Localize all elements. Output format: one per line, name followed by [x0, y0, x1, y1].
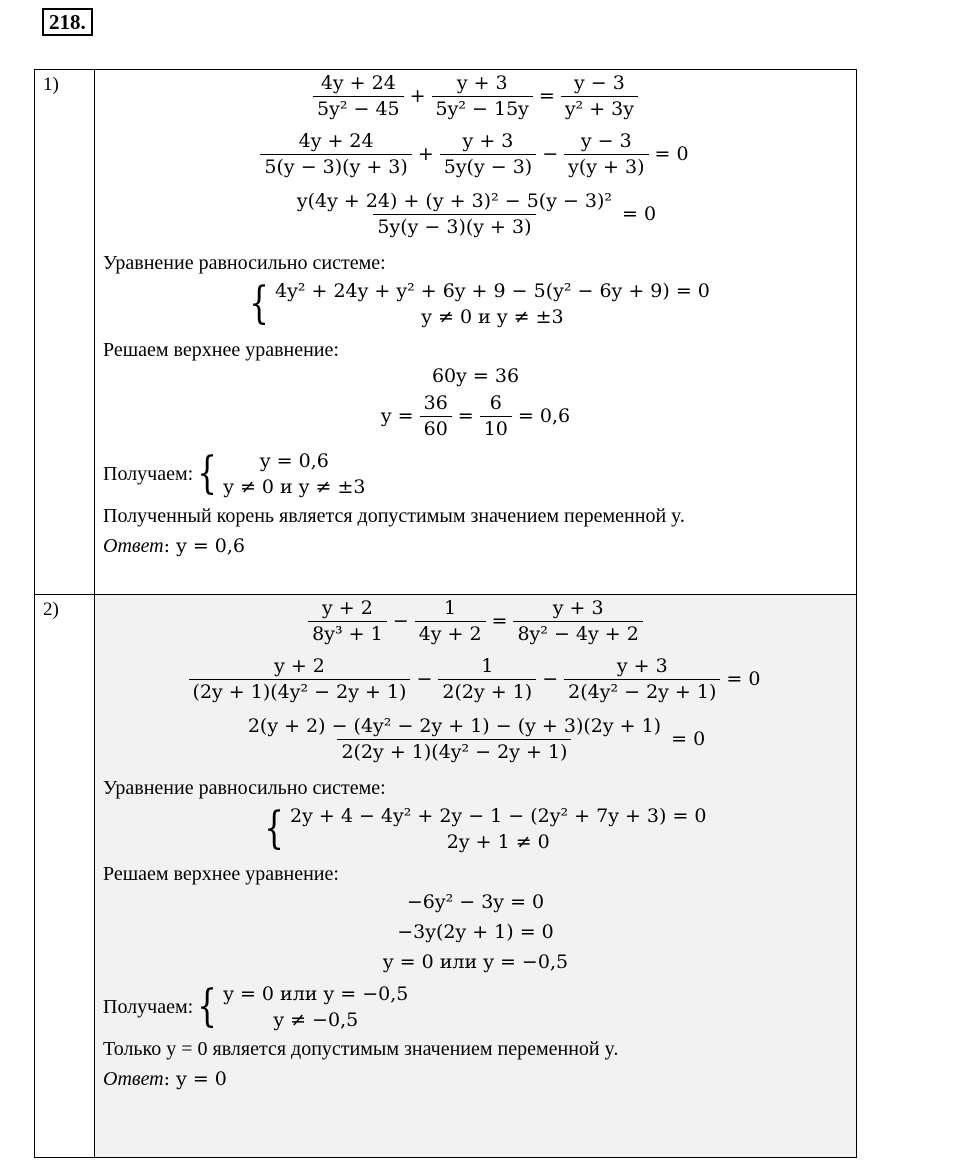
equation-y-value — [95, 394, 856, 439]
fraction-numerator: 2(y + 2) − (4y² − 2y + 1) − (y + 3)(2y + 1) — [247, 715, 662, 737]
equation-line-3 — [95, 717, 856, 762]
system-1 — [260, 803, 707, 855]
fraction-denominator: 5y(y − 3) — [440, 154, 536, 177]
equation-text: −3y(2y + 1) = 0 — [397, 921, 554, 943]
equation-line-3 — [95, 192, 856, 237]
fraction-denominator: 60 — [420, 416, 452, 439]
fraction-numerator: 36 — [423, 392, 448, 414]
equation-quadratic — [95, 893, 856, 912]
fraction-denominator: 4y + 2 — [415, 621, 486, 644]
system-line-1: 4y² + 24y + y² + 6y + 9 − 5(y² − 6y + 9) = 0 — [275, 279, 710, 302]
brace-icon: { — [197, 981, 217, 1032]
equals-zero: = 0 — [671, 728, 706, 750]
operator: − — [542, 143, 559, 165]
text-get: Получаем: — [103, 995, 194, 1018]
equals-zero: = 0 — [654, 143, 689, 165]
equation-text: 60y = 36 — [431, 365, 520, 387]
equation-lhs: y = — [380, 405, 414, 427]
part-label-1: 1) — [35, 70, 95, 595]
fraction-numerator: 6 — [489, 392, 502, 414]
solution-table — [34, 69, 857, 1158]
fraction-denominator: (2y + 1)(4y² − 2y + 1) — [189, 679, 411, 702]
fraction-denominator: 8y³ + 1 — [308, 621, 387, 644]
brace-icon: { — [197, 448, 217, 499]
fraction-numerator: y − 3 — [580, 130, 632, 152]
fraction-numerator: y + 3 — [462, 130, 514, 152]
solution-row-2 — [35, 595, 857, 1158]
equation-line-2 — [95, 132, 856, 177]
equation-line-2 — [95, 657, 856, 702]
answer-value: : y = 0,6 — [163, 535, 246, 557]
text-solve-upper: Решаем верхнее уравнение: — [103, 863, 339, 885]
operator: = — [538, 85, 555, 107]
fraction-denominator: 5(y − 3)(y + 3) — [260, 154, 411, 177]
answer-line — [103, 535, 245, 558]
solution-content-1 — [95, 70, 857, 595]
system-line-2: 2y + 1 ≠ 0 — [446, 830, 550, 853]
fraction-numerator: y + 3 — [456, 72, 508, 94]
answer-line — [103, 1068, 227, 1091]
fraction-numerator: y + 2 — [274, 655, 325, 677]
equals-zero: = 0 — [726, 668, 761, 690]
equals-zero: = 0 — [622, 203, 657, 225]
fraction-numerator: y − 3 — [574, 72, 625, 94]
fraction-denominator: 5y(y − 3)(y + 3) — [373, 214, 535, 237]
equation-roots — [95, 953, 856, 972]
operator: + — [417, 143, 434, 165]
fraction-numerator: y + 3 — [616, 655, 668, 677]
answer-value: : y = 0 — [163, 1068, 227, 1090]
system-1 — [245, 278, 710, 330]
text-equivalent-system: Уравнение равносильно системе: — [103, 252, 386, 274]
text-get: Получаем: — [103, 462, 194, 485]
fraction-numerator: 4y + 24 — [298, 130, 374, 152]
answer-label: Ответ — [103, 1068, 164, 1090]
brace-icon: { — [264, 803, 284, 854]
text-conclusion: Полученный корень является допустимым значением переменной y. — [103, 505, 685, 527]
equation-line-1 — [95, 599, 856, 644]
operator: = — [457, 405, 474, 427]
operator: − — [392, 610, 409, 632]
system-line-1: y = 0,6 — [259, 449, 329, 472]
fraction-numerator: 4y + 24 — [320, 72, 396, 94]
fraction-denominator: 5y² − 15y — [432, 96, 533, 119]
equation-60y — [95, 367, 856, 386]
solution-row-1 — [35, 70, 857, 595]
operator: + — [409, 85, 426, 107]
fraction-numerator: 1 — [444, 597, 457, 619]
equation-line-1 — [95, 74, 856, 119]
fraction-numerator: y(4y + 24) + (y + 3)² − 5(y − 3)² — [296, 190, 613, 212]
equation-rhs: = 0,6 — [517, 405, 571, 427]
text-equivalent-system: Уравнение равносильно системе: — [103, 777, 386, 799]
equation-text: y = 0 или y = −0,5 — [382, 951, 569, 973]
equation-factored — [95, 923, 856, 942]
operator: − — [416, 668, 433, 690]
equation-text: −6y² − 3y = 0 — [406, 891, 545, 913]
system-line-2: y ≠ 0 и y ≠ ±3 — [421, 305, 564, 328]
fraction-denominator: y(y + 3) — [564, 154, 648, 177]
fraction-denominator: 2(2y + 1)(4y² − 2y + 1) — [337, 739, 571, 762]
fraction-numerator: y + 3 — [552, 597, 604, 619]
system-2 — [103, 981, 408, 1033]
text-solve-upper: Решаем верхнее уравнение: — [103, 339, 339, 361]
fraction-denominator: 8y² − 4y + 2 — [513, 621, 642, 644]
fraction-denominator: y² + 3y — [561, 96, 638, 119]
operator: − — [542, 668, 559, 690]
fraction-denominator: 2(2y + 1) — [438, 679, 536, 702]
system-line-2: y ≠ 0 и y ≠ ±3 — [223, 475, 366, 498]
part-label-2: 2) — [35, 595, 95, 1158]
fraction-numerator: y + 2 — [322, 597, 373, 619]
system-line-1: 2y + 4 − 4y² + 2y − 1 − (2y² + 7y + 3) = 0 — [290, 804, 707, 827]
fraction-denominator: 5y² − 45 — [313, 96, 404, 119]
answer-label: Ответ — [103, 535, 164, 557]
fraction-numerator: 1 — [481, 655, 494, 677]
brace-icon: { — [249, 278, 269, 329]
operator: = — [491, 610, 508, 632]
system-line-1: y = 0 или y = −0,5 — [223, 982, 409, 1005]
fraction-denominator: 10 — [480, 416, 512, 439]
system-line-2: y ≠ −0,5 — [273, 1008, 359, 1031]
system-2 — [103, 448, 366, 500]
solution-content-2 — [95, 595, 857, 1158]
text-conclusion: Только y = 0 является допустимым значением переменной y. — [103, 1038, 619, 1060]
problem-number: 218. — [42, 8, 93, 36]
fraction-denominator: 2(4y² − 2y + 1) — [564, 679, 720, 702]
